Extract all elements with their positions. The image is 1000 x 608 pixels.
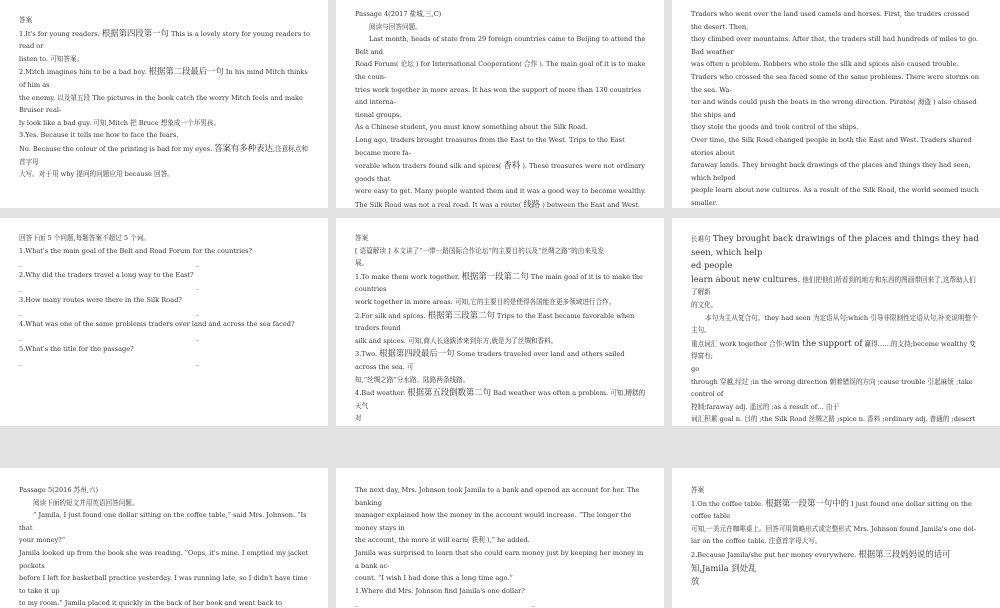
text-line [19,232,310,245]
text-line [355,484,646,509]
line-text: silk and spices. 可知,商人长途跋涉来到东方,就是为了丝绸和香料。 [355,336,558,345]
line-text-tail: ,注意标点和首字母 [19,144,308,166]
text-line [19,343,310,356]
document-page [336,468,664,608]
line-text: Passage 4(2017 盐城,三,C) [355,10,442,18]
text-line [691,33,982,58]
line-text: manager explained how the money in the account would increase. “The longer the money stays in [355,511,632,532]
emphasis-text: 放 [691,576,700,587]
blank-mark: _ [355,599,359,608]
line-text: was often a problem. Robbers who stole the silk and spices also caused trouble. [691,60,959,69]
emphasis-text: 根据第二段最后一句 [148,66,224,77]
text-line [355,374,646,387]
line-text: ter and winds could push the boats in the wrong direction. Pirates( 海盗 ) also chased the ships and [691,98,977,119]
line-text: vorable when traders found silk and spices( [355,162,504,171]
text-line [355,386,646,412]
text-line [355,412,646,425]
text-line [691,484,982,497]
text-line [691,71,982,96]
line-text: Road Forum( 论坛 ) for International Cooperation( 合作 ). The main goal of it is to make the coun- [355,60,646,81]
text-line [19,318,310,331]
text-line [691,232,982,259]
line-text: 控制;faraway adj. 遥远的 ;as a result of… 由于 [691,402,840,411]
text-line [691,8,982,33]
line-text: The Silk Road was not a real road. It was a route( [355,200,524,208]
blank-mark: _ [195,259,199,268]
emphasis-text: They brought back drawings of the places and things they had seen, which help [691,233,979,257]
blank-mark: _ [531,599,535,608]
emphasis-text: 线路 [523,198,541,208]
text-line [355,309,646,335]
line-text: 2.Mitch imagines him to be a bad boy. [19,68,149,77]
answer-blank [19,257,199,269]
line-text-tail: This is a lovely story for young readers to read or [19,29,310,51]
line-text: Last month, heads of state from 29 foreign countries came to Beijing to attend the Belt and [355,35,646,56]
line-text: 答案 [691,486,705,494]
line-text-tail: 赢得……的支持;become wealthy 变得富有; [691,339,976,361]
line-text: 1.On the coffee table. [691,499,766,508]
text-line [691,273,982,299]
text-line [19,27,310,53]
text-line [691,96,982,121]
emphasis-text: win the support of [784,337,863,348]
blank-mark: _ [19,332,23,341]
answer-blank [19,306,199,318]
text-line [19,117,310,130]
line-text: go [691,364,700,373]
line-text-tail: Some traders traveled over land and others sailed across the sea. 可 [355,350,625,371]
line-text: The next day, Mrs. Johnson took Jamila to a bank and opened an account for her. The banking [355,486,640,507]
text-line [19,484,310,497]
line-text: through 穿越,经过 ;in the wrong direction 朝着错误的方向 ;cause trouble 引起麻烦 ;take control of [691,377,973,399]
line-text-tail: Bad weather was often a problem. 可知,糟糕的天气 [355,389,646,410]
text-line [691,159,982,184]
document-page [336,218,664,426]
line-text: 大写。对于用 why 提问的问题应用 because 回答。 [19,170,174,179]
text-line [19,572,310,597]
blank-mark: _ [19,283,23,292]
line-text: people learn about new cultures. As a result of the Silk Road, the world seemed much smaller. [691,186,979,207]
text-line [355,8,646,21]
text-line [691,299,982,312]
blank-mark: _ [19,308,23,317]
text-line [355,21,646,34]
emphasis-text: 根据第五段倒数第二句 [407,387,492,398]
text-line [355,84,646,109]
document-page [672,468,1000,608]
line-text-tail: ) between the East and West. [542,200,640,208]
text-line [691,376,982,401]
text-line [691,575,982,589]
emphasis-text: 根据第一段第一句中的 [765,497,849,508]
text-line [19,497,310,510]
line-text: 长难句 [691,235,713,243]
text-line [355,134,646,159]
line-text: No. Because the colour of the printing is bad for my eyes. [19,144,215,153]
text-line [691,401,982,414]
line-text: they stole the goods and took control of the ships. [691,123,859,132]
emphasis-text: 根据第一段第二句 [461,270,529,281]
line-text: 1.It's for young readers. [19,29,102,38]
text-line [355,335,646,348]
text-line [691,363,982,376]
line-text: 回答下面 5 个问题,每题答案不超过 5 个词。 [19,234,150,242]
line-text: 的文化。 [691,300,718,309]
blank-mark: _ [19,259,23,268]
document-page [0,0,328,208]
line-text: 1.What's the main goal of the Belt and Road Forum for the countries? [19,246,253,255]
text-line [19,294,310,307]
line-text: the account, the more it will earn( 获利 ),” he added. [355,536,530,545]
emphasis-text: learn about new cultures. [691,273,801,284]
text-line [19,597,310,608]
line-text: Jamila looked up from the book she was reading. “Oops, it's mine. I emptied my jacket pockets [19,548,309,570]
line-text: 主句。 [691,326,711,335]
line-text: faraway lands. They brought back drawings of the places and things they had seen, which helped [691,161,971,182]
emphasis-text: 根据第三段妈妈说的话可知,Jamila 到处乱 [691,548,951,573]
line-text: 5.What's the title for the passage? [19,344,134,353]
blank-mark: _ [195,357,199,366]
line-text: 4.What was one of the same problems traders over land and across the sea faced? [19,320,295,329]
blank-mark: _ [195,308,199,317]
text-line [355,270,646,296]
document-page [672,0,1000,208]
text-line [355,58,646,83]
text-line [355,425,646,426]
document-page [0,468,328,608]
line-text: Traders who crossed the sea faced some of the same problems. There were storms on the sea. Wa- [691,72,979,94]
line-text: 4.Bad weather. [355,389,408,398]
emphasis-text: 根据第四段第一句 [101,27,169,38]
line-text: Traders who went over the land used camels and horses. First, the traders crossed the desert. Then, [691,10,970,31]
line-text: Passage 5(2016 苏州,六) [19,486,99,494]
line-text: 1.To make them work together. [355,272,462,281]
text-line [19,269,310,282]
emphasis-text: 根据第四段最后一句 [379,348,455,359]
blank-mark: _ [195,332,199,341]
line-text: Long ago, traders brought treasures from the East to the West. Trips to the East became more fa- [355,135,625,157]
text-line [19,142,310,168]
line-text: were easy to get. Many people wanted them and it was a good way to become wealthy. [355,187,646,196]
line-text: 重点词汇 work together 合作; [691,339,785,348]
text-line [691,337,982,363]
line-text: 展。 [355,259,369,268]
line-text: ly look like a bad guy. 可知,Mitch 把 Bruce 想象成一个坏男孩。 [19,118,221,127]
text-line [691,324,982,337]
text-line [355,109,646,122]
line-text: 阅读与回答问题。 [369,22,422,31]
line-text: to my room.” Jamila placed it quickly in the back of her book and went back to [19,599,283,608]
line-text: 1.Where did Mrs. Johnson find Jamila's one dollar? [355,586,525,595]
line-text: 3.Yes. Because it tells me how to face the fears. [19,131,179,140]
line-text: 2.Because Jamila/she put her money everywhere. [691,550,859,559]
text-line [355,121,646,134]
text-line [691,184,982,208]
line-text: 2.Why did the traders travel a long way to the East? [19,271,194,280]
line-text: your money?” [19,536,66,545]
text-line [691,121,982,134]
text-line [19,168,310,181]
line-text: tries work together in more areas. It has won the support of more than 130 countries and interna- [355,85,642,107]
line-text: 对 [355,414,362,423]
text-line [355,347,646,373]
line-text: 3.How many routes were there in the Silk Road? [19,295,182,304]
text-line [355,245,646,258]
emphasis-text: 根据第三段第二句 [427,309,495,320]
text-line [691,413,982,426]
line-text: 本句为主从复合句。they had seen 为定语从句;which 引导非限制性定语从句,补充说明整个 [705,313,978,322]
text-line [19,534,310,547]
answer-blank [19,356,199,368]
text-line [19,129,310,142]
blank-mark: . [196,283,199,292]
line-text: 可知,一美元在咖啡桌上。回答可用简略形式或完整形式 Mrs. Johnson found Jamila's one dol- [691,524,976,533]
text-line [19,509,310,534]
text-line [19,92,310,117]
line-text: As a Chinese student, you must know something about the Silk Road. [355,123,588,132]
line-text: 3.Two. [355,350,380,359]
text-line [355,509,646,534]
line-text-tail: In his mind Mitch thinks of him as [19,68,308,89]
document-page [336,0,664,208]
line-text-tail: 他们把他们所看到的地方和东西的图画带回来了,这帮助人们了解新 [691,275,976,297]
line-text-tail: I just found one dollar sitting on the coffee table [691,499,972,521]
line-text: they climbed over mountains. After that, the traders still had hundreds of miles to go. Bad weather [691,35,979,56]
text-line [355,585,646,598]
text-line [19,65,310,91]
line-text: before I left for basketball practice yesterday. I was running late, so I didn't have time to take it up [19,574,308,595]
text-line [19,547,310,572]
line-text: count. “I wish I had done this a long time ago.” [355,574,513,583]
text-line [355,547,646,572]
answer-blank [19,282,199,294]
text-line [355,33,646,58]
line-text-tail: The main goal of it is to make the countries [355,272,643,294]
answer-blank [19,331,199,343]
line-text: 词汇积累 goal n. 目的 ;the Silk Road 丝绸之路 ;spice n. 香料 ;ordinary adj. 普通的 ;desert [691,415,975,424]
line-text: work together in more areas. 可知,它的主要目的是使得各国能在更多领域进行合作。 [355,297,616,306]
text-line [355,159,646,185]
text-line [355,572,646,585]
text-line [355,257,646,270]
line-text: 知,“丝绸之路”分水路、陆路两条线路。 [355,375,470,384]
line-text: listen to. 可知答案。 [19,54,84,63]
text-line [691,259,982,273]
text-line [691,58,982,71]
emphasis-text: 香料 [503,160,521,171]
blank-mark: _ [19,357,23,366]
text-line [19,245,310,258]
line-text: 阅读下面的短文并用英语回答问题。 [33,498,139,507]
line-text-tail: Trips to the East became favorable when traders found [355,311,635,333]
text-line [19,14,310,27]
line-text: lar on the coffee table. 注意首字母大写。 [691,537,822,546]
document-page [0,218,328,426]
text-line [691,535,982,548]
line-text-tail: ). These treasures were not ordinary goods that [355,162,646,183]
line-text: “ Jamila, I just found one dollar sitting on the coffee table,” said Mrs. Johnson. “Is that [19,511,307,532]
text-line [691,134,982,159]
text-line [19,53,310,66]
emphasis-text: 答案有多种表达 [214,142,273,153]
line-text: [ 语篇解读 ] 本文讲了“一带一路国际合作论坛”的主要目的以及“丝绸之路”的由来及发 [355,246,605,255]
text-line [355,198,646,208]
text-line [691,312,982,325]
emphasis-text: ed people [691,260,733,271]
text-line [355,232,646,245]
text-line [691,548,982,575]
text-line [355,185,646,198]
line-text: Over time, the Silk Road changed people in both the East and West. Traders shared stories about [691,135,972,157]
line-text: Jamila was surprised to learn that she could earn money just by keeping her money in a bank ac- [355,548,644,570]
text-line [691,523,982,536]
line-text: tional groups. [355,110,402,119]
document-page [672,218,1000,426]
line-text: 答案 [19,16,33,24]
line-text: 答案 [355,234,369,242]
answer-blank [355,597,535,608]
text-line [355,296,646,309]
text-line [355,534,646,547]
text-line [691,497,982,523]
line-text: 2.For silk and spices. [355,311,428,320]
line-text: the enemy. 以及第五段 The pictures in the book catch the worry Mitch feels and make Bruiser real- [19,93,303,115]
